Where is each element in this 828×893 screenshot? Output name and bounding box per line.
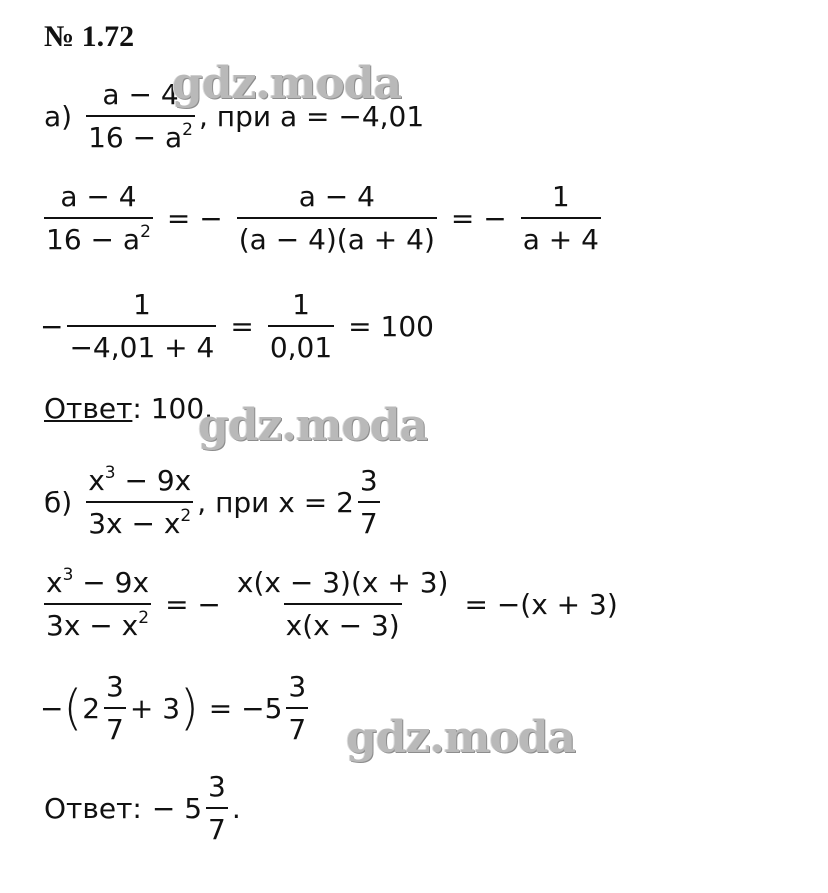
part-b-mixed-number: 2 $\frac{3}{7}$ <box>82 670 124 746</box>
watermark-logo: gdz.moda <box>346 712 576 763</box>
part-b-answer: Ответ: − 5 $\frac{3}{7}$ . <box>44 770 241 846</box>
part-b-step1-result: = −(x + 3) <box>464 587 618 621</box>
part-b-condition-fraction: $\frac{3}{7}$ <box>359 464 378 540</box>
part-b-answer-fraction: $\frac{3}{7}$ <box>208 770 226 846</box>
part-a-step1-lhs: $\frac{a - 4}{16 - a^2}$ <box>46 180 151 256</box>
part-b-step2: − ( 2 $\frac{3}{7}$ + 3 ) = −5 $\frac{3}{7}$ <box>40 670 307 746</box>
problem-number: № 1.72 <box>44 20 135 53</box>
part-a-step2: − $\frac{1}{-4,01 + 4}$ = $\frac{1}{0,01}$ = 100 <box>40 288 434 364</box>
part-a-step2-frac1: $\frac{1}{-4,01 + 4}$ <box>69 288 215 364</box>
part-b-step1-mid: $\frac{x(x - 3)(x + 3)}{x(x - 3)}$ <box>236 566 449 642</box>
part-b-step2-result-fraction: $\frac{3}{7}$ <box>288 670 307 746</box>
part-a-answer <box>44 392 213 425</box>
part-b-step1-lhs: $\frac{x^3 - 9x}{3x - x^2}$ <box>46 564 150 642</box>
part-a-result: = 100 <box>348 309 434 343</box>
part-a-expr-numerator: a − 4 <box>102 78 179 111</box>
part-a-step2-frac2: $\frac{1}{0,01}$ <box>269 288 333 364</box>
part-b-condition: , при x = 2 <box>197 485 354 519</box>
part-a-step1-rhs: $\frac{1}{a + 4}$ <box>522 180 599 256</box>
part-b-expression: $\frac{x^3 - 9x}{3x - x^2}$ <box>88 462 192 540</box>
part-a-answer-value: : 100. <box>132 392 214 425</box>
watermark-logo: gdz.moda <box>198 400 428 451</box>
part-b-answer-label: Ответ: <box>44 791 142 825</box>
part-a-step1 <box>40 180 605 256</box>
part-a-label: а) <box>44 99 73 133</box>
part-a-step1-mid: $\frac{a - 4}{(a - 4)(a + 4)}$ <box>238 180 435 256</box>
part-a-expr-denominator: $16 - a^2$ <box>86 115 195 154</box>
part-b-step1: $\frac{x^3 - 9x}{3x - x^2}$ = − $\frac{x(x - 3)(x + 3)}{x(x - 3)}$ = −(x + 3) <box>46 564 618 642</box>
watermark-logo: gdz.moda <box>172 58 402 109</box>
part-a-step1-eq1: = − <box>166 201 223 235</box>
part-b-label: б) <box>44 485 73 519</box>
part-b-statement <box>44 464 384 540</box>
part-a-condition: , при a = −4,01 <box>198 99 425 133</box>
part-a-answer-label: Ответ <box>44 392 133 425</box>
part-a-step1-eq2: = − <box>450 201 507 235</box>
